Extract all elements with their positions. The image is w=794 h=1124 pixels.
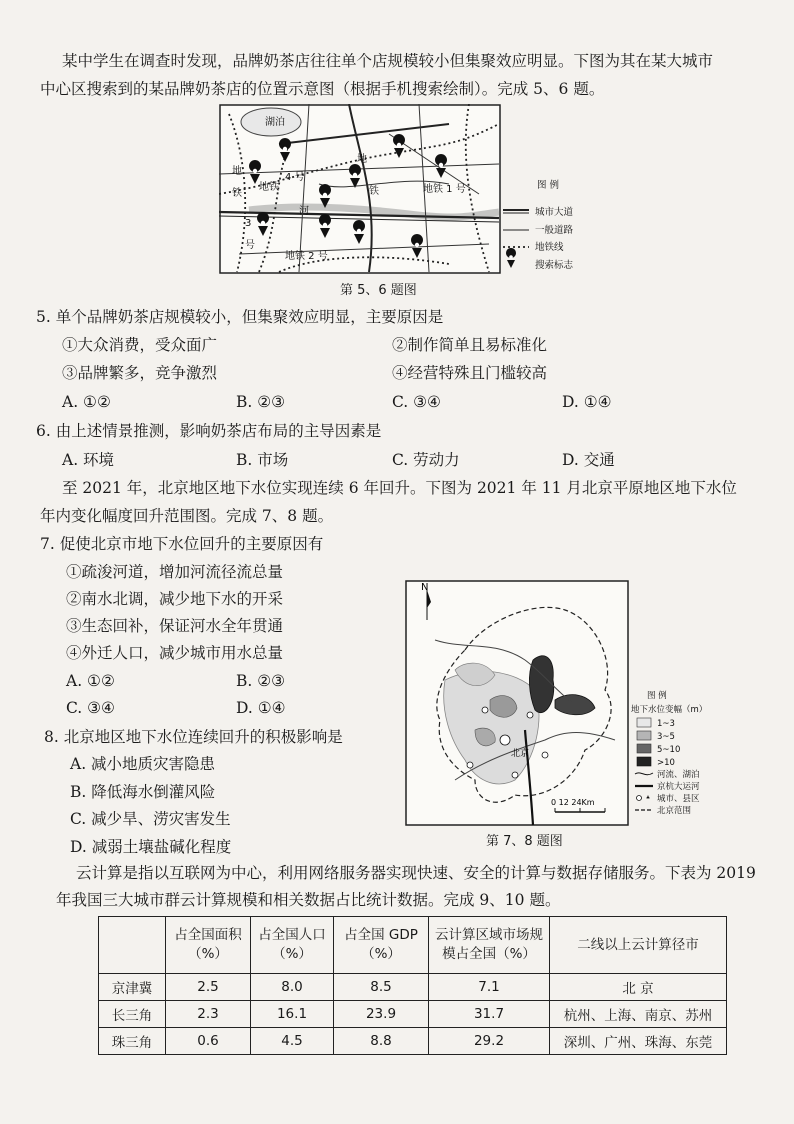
row-area: 0.6 [166,1028,251,1055]
q8-option-d[interactable]: D. 减弱土壤盐碱化程度 [70,838,232,856]
row-cloud: 7.1 [429,974,550,1001]
legend2-r4: >10 [657,758,675,768]
q7-s1: ①疏浚河道，增加河流径流总量 [66,563,284,581]
q6-option-c[interactable]: C. 劳动力 [392,451,460,469]
label-di-left: 地 [232,166,242,177]
map1-legend [503,179,574,271]
row-pop: 4.5 [251,1028,334,1055]
q5-s4: ④经营特殊且门槛较高 [392,364,548,382]
intro1-line1: 某中学生在调查时发现，品牌奶茶店往往单个店规模较小但集聚效应明显。下图为其在某大城市 [62,52,714,70]
map2-caption: 第 7、8 题图 [486,834,563,849]
label-lake: 湖泊 [265,117,285,128]
q5-s1: ①大众消费，受众面广 [62,336,218,354]
milk-tea-map [219,104,587,276]
row-name: 珠三角 [99,1028,166,1055]
map2-legend [631,690,707,816]
row-gdp: 23.9 [334,1001,429,1028]
label-line4-a: 地铁 [259,182,279,193]
label-line1: 地铁 1 号 [423,184,466,195]
legend2-boundary: 北京范围 [657,806,692,816]
q7-s4: ④外迁人口，减少城市用水总量 [66,644,284,662]
legend-road-main: 城市大道 [535,207,574,218]
q5-option-c[interactable]: C. ③④ [392,393,441,411]
beijing-groundwater-map [405,580,715,828]
table-row [99,1028,727,1055]
row-cloud: 31.7 [429,1001,550,1028]
label-tie-left: 铁 [232,188,242,199]
table-header-cities: 二线以上云计算径市 [550,917,727,974]
q7-option-d[interactable]: D. ①④ [236,699,286,717]
table-row [99,974,727,1001]
row-area: 2.3 [166,1001,251,1028]
legend2-title: 图 例 [647,691,667,701]
intro2-line2: 年内变化幅度回升范围图。完成 7、8 题。 [40,507,334,525]
q5-stem: 5. 单个品牌奶茶店规模较小，但集聚效应明显，主要原因是 [36,308,444,326]
q6-stem: 6. 由上述情景推测，影响奶茶店布局的主导因素是 [36,422,382,440]
q7-option-c[interactable]: C. ③④ [66,699,115,717]
intro3-line2: 年我国三大城市群云计算规模和相关数据占比统计数据。完成 9、10 题。 [56,891,561,909]
label-line3-a: 3 [245,218,252,229]
q7-stem: 7. 促使北京市地下水位回升的主要原因有 [40,535,324,553]
table-header-cloud: 云计算区域市场规模占全国（%） [429,917,550,974]
legend-subway: 地铁线 [535,242,564,253]
label-tie-mid: 铁 [369,186,379,197]
q6-option-a[interactable]: A. 环境 [62,451,115,469]
label-line4-b: 4 号 [285,172,305,183]
row-gdp: 8.5 [334,974,429,1001]
city-label-beijing: 北京 [511,749,530,759]
row-pop: 16.1 [251,1001,334,1028]
table-header-gdp: 占全国 GDP（%） [334,917,429,974]
q8-option-a[interactable]: A. 减小地质灾害隐患 [70,755,216,773]
legend2-r3: 5~10 [657,745,681,755]
row-gdp: 8.8 [334,1028,429,1055]
q8-option-b[interactable]: B. 降低海水倒灌风险 [70,783,216,801]
legend2-subtitle: 地下水位变幅（m） [631,705,708,715]
table-header-blank [99,917,166,974]
row-name: 京津冀 [99,974,166,1001]
q8-stem: 8. 北京地区地下水位连续回升的积极影响是 [44,728,343,746]
legend2-city: 城市、县区 [657,794,700,804]
q7-s2: ②南水北调，减少地下水的开采 [66,590,284,608]
legend-road-general: 一般道路 [535,225,574,236]
q5-option-a[interactable]: A. ①② [62,393,111,411]
legend-marker-icon [506,248,516,268]
q8-option-c[interactable]: C. 减少旱、涝灾害发生 [70,810,231,828]
table-header-row [99,917,727,974]
legend-title: 图 例 [537,180,560,191]
north-label: N [421,582,429,593]
label-he: 河 [299,206,309,217]
intro2-line1: 至 2021 年，北京地区地下水位实现连续 6 年回升。下图为 2021 年 11 月北京平原地区地下水位 [62,479,737,497]
table-header-area: 占全国面积（%） [166,917,251,974]
row-name: 长三角 [99,1001,166,1028]
q5-option-b[interactable]: B. ②③ [236,393,286,411]
intro1-line2: 中心区搜索到的某品牌奶茶店的位置示意图（根据手机搜索绘制）。完成 5、6 题。 [40,80,605,98]
q7-option-a[interactable]: A. ①② [66,672,115,690]
row-cities: 深圳、广州、珠海、东莞 [550,1028,727,1055]
q6-option-d[interactable]: D. 交通 [562,451,615,469]
q6-option-b[interactable]: B. 市场 [236,451,289,469]
legend2-river: 河流、湖泊 [657,770,700,780]
table-header-pop: 占全国人口（%） [251,917,334,974]
row-cities: 北 京 [550,974,727,1001]
legend2-canal: 京杭大运河 [657,782,700,792]
q5-s2: ②制作简单且易标准化 [392,336,548,354]
label-line3-b: 号 [245,240,255,251]
map1-caption: 第 5、6 题图 [340,283,417,298]
cloud-stats-table [98,916,727,1055]
legend-marker: 搜索标志 [535,260,574,271]
q5-s3: ③品牌繁多，竞争激烈 [62,364,218,382]
q5-option-d[interactable]: D. ①④ [562,393,612,411]
intro3-line1: 云计算是指以互联网为中心，利用网络服务器实现快速、安全的计算与数据存储服务。下表为 2019 [76,864,756,882]
table-row [99,1001,727,1028]
row-cities: 杭州、上海、南京、苏州 [550,1001,727,1028]
row-cloud: 29.2 [429,1028,550,1055]
row-area: 2.5 [166,974,251,1001]
row-pop: 8.0 [251,974,334,1001]
label-di-mid: 地 [357,154,367,165]
label-line2: 地铁 2 号 [285,251,328,262]
q7-s3: ③生态回补，保证河水全年贯通 [66,617,284,635]
legend2-r1: 1~3 [657,719,675,729]
scale-label: 0 12 24Km [551,798,595,807]
legend2-r2: 3~5 [657,732,675,742]
q7-option-b[interactable]: B. ②③ [236,672,286,690]
